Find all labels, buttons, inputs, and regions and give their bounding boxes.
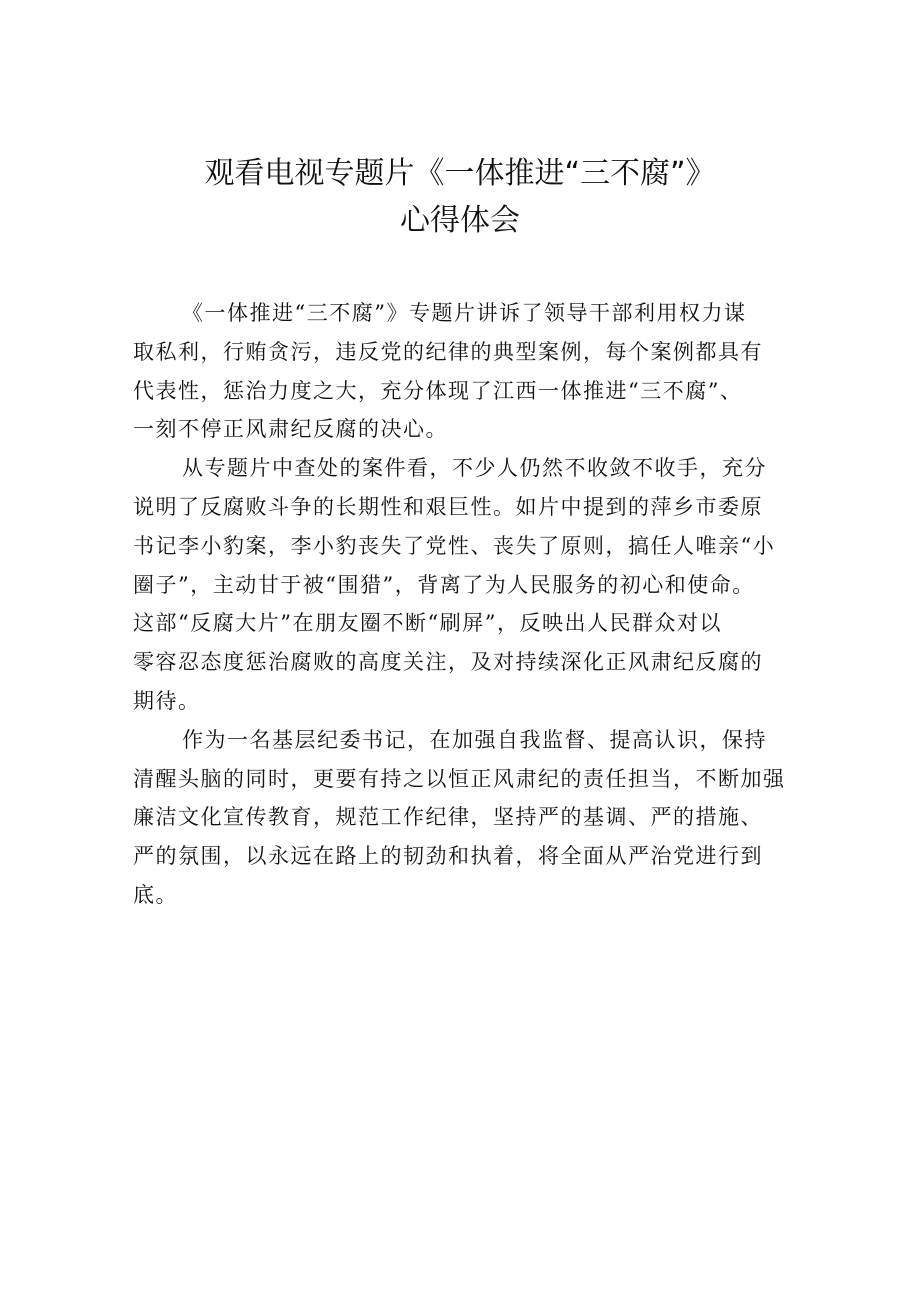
paragraph-line: 廉洁文化宣传教育，规范工作纪律，坚持严的基调、严的措施、 [133, 805, 763, 830]
paragraph-1 [133, 294, 793, 449]
paragraph-line: 《一体推进“三不腐”》专题片讲诉了领导干部利用权力谋 [182, 301, 747, 325]
paragraph-line: 圈子”，主动甘于被“围猎”，背离了为人民服务的初心和使命。 [133, 572, 755, 597]
paragraph-line: 这部“反腐大片”在朋友圈不断“刷屏”，反映出人民群众对以 [133, 611, 722, 636]
paragraph-line: 零容忍态度惩治腐败的高度关注，及对持续深化正风肃纪反腐的 [133, 650, 763, 675]
paragraph-line: 严的氛围，以永远在路上的韧劲和执着，将全面从严治党进行到 [133, 844, 763, 869]
paragraph-line: 书记李小豹案，李小豹丧失了党性、丧失了原则，搞任人唯亲“小 [133, 533, 776, 558]
paragraph-line: 一刻不停正风肃纪反腐的决心。 [133, 417, 448, 442]
paragraph-line: 从专题片中查处的案件看，不少人仍然不收敛不收手，充分 [182, 456, 767, 481]
paragraph-line: 清醒头脑的同时，更要有持之以恒正风肃纪的责任担当，不断加强 [133, 766, 786, 791]
document-title [0, 150, 920, 244]
paragraph-line: 底。 [133, 882, 178, 907]
paragraph-line: 作为一名基层纪委书记，在加强自我监督、提高认识，保持 [182, 727, 767, 752]
title-line-2: 心得体会 [400, 203, 520, 238]
paragraph-2 [133, 449, 793, 721]
title-line-1: 观看电视专题片《一体推进“三不腐”》 [204, 156, 716, 191]
paragraph-line: 期待。 [133, 688, 201, 713]
paragraph-line: 代表性，惩治力度之大，充分体现了江西一体推进“三不腐”、 [133, 378, 743, 403]
paragraph-line: 说明了反腐败斗争的长期性和艰巨性。如片中提到的萍乡市委原 [133, 494, 763, 519]
paragraph-line: 取私利，行贿贪污，违反党的纪律的典型案例，每个案例都具有 [133, 339, 763, 364]
paragraph-3 [133, 721, 793, 915]
document-body [133, 294, 793, 915]
